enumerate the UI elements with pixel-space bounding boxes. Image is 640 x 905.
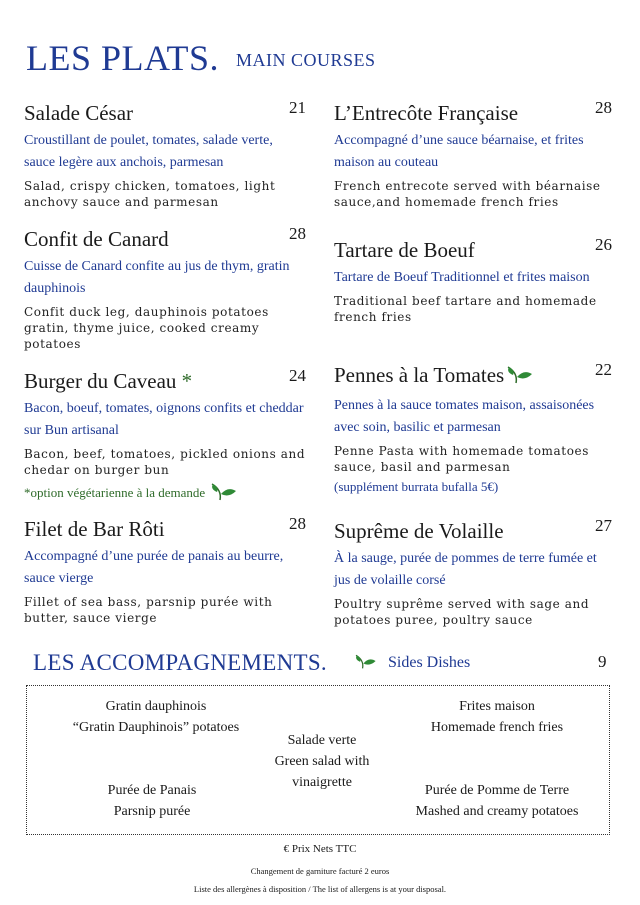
side-name-en: “Gratin Dauphinois” potatoes: [72, 720, 240, 735]
page-subtitle: MAIN COURSES: [236, 50, 376, 70]
dish-name: Suprême de Volaille: [334, 519, 504, 543]
dish-price: 27: [595, 516, 612, 535]
dish-name: Filet de Bar Rôti: [24, 517, 165, 541]
footer-garniture: Changement de garniture facturé 2 euros: [250, 866, 390, 876]
side-name-en: Green salad with vinaigrette: [274, 754, 370, 790]
dish-price: 28: [289, 224, 306, 243]
sides-price: 9: [598, 652, 607, 671]
sides-box: [26, 685, 610, 835]
dish-name: Salade César: [24, 101, 134, 125]
side-name-fr: Frites maison: [459, 699, 535, 714]
side-pomme: [387, 780, 607, 822]
leaf-icon: [352, 652, 378, 675]
dish-tartare: [334, 237, 612, 325]
dish-description-fr: À la sauge, purée de pommes de terre fumée et jus de volaille corsé: [334, 551, 597, 588]
dish-confit-canard: [24, 226, 306, 352]
dish-description-fr: Pennes à la sauce tomates maison, assaisonées avec soin, basilic et parmesan: [334, 398, 595, 436]
side-gratin: [41, 696, 271, 738]
dish-description-fr: Tartare de Boeuf Traditionnel et frites maison: [334, 270, 590, 285]
dish-burger-caveau: [24, 368, 306, 508]
dish-price: 26: [595, 235, 612, 254]
dish-description-fr: Croustillant de poulet, tomates, salade verte, sauce legère aux anchois, parmesan: [24, 133, 273, 170]
side-panais: [67, 780, 237, 822]
dish-entrecote: [334, 100, 612, 210]
dish-name: L’Entrecôte Française: [334, 101, 519, 125]
side-salade: [257, 730, 387, 793]
footer-allergens: Liste des allergènes à disposition / The list of allergens is at your disposal.: [193, 884, 447, 894]
footer-prix: € Prix Nets TTC: [283, 843, 357, 855]
dish-description-fr: Cuisse de Canard confite au jus de thym, gratin dauphinois: [24, 259, 290, 296]
dish-filet-bar: [24, 516, 306, 626]
dish-name: Tartare de Boeuf: [334, 238, 475, 262]
vegetarian-star: *: [181, 369, 193, 393]
dish-description-en: Penne Pasta with homemade tomatoes sauce, basil and parmesan: [334, 444, 589, 475]
dish-description-en: Confit duck leg, dauphinois potatoes gratin, thyme juice, cooked creamy potatoes: [24, 305, 269, 351]
sides-title: LES ACCOMPAGNEMENTS.: [33, 650, 327, 675]
dish-supreme-volaille: [334, 518, 612, 628]
dish-description-en: Poultry suprême served with sage and potatoes puree, poultry sauce: [334, 597, 590, 627]
dish-price: 22: [595, 360, 612, 379]
sides-subtitle: Sides Dishes: [388, 654, 471, 671]
dish-salade-cesar: [24, 100, 306, 210]
dish-price: 21: [289, 98, 306, 117]
dish-pennes: [334, 362, 612, 497]
side-name-fr: Salade verte: [287, 733, 357, 748]
side-frites: [397, 696, 597, 738]
dish-description-fr: Accompagné d’une sauce béarnaise, et frites maison au couteau: [334, 133, 584, 170]
leaf-icon: [504, 363, 534, 391]
dish-name-text: Burger du Caveau: [24, 369, 177, 393]
dish-name: [334, 362, 612, 391]
dish-description-en: Fillet of sea bass, parsnip purée with butter, sauce vierge: [24, 595, 273, 625]
vegetarian-note: [24, 480, 306, 508]
side-name-fr: Purée de Panais: [107, 783, 197, 798]
supplement-note: (supplément burrata bufalla 5€): [334, 479, 499, 495]
dish-description-en: French entrecote served with béarnaise sauce,and homemade french fries: [334, 179, 601, 209]
dish-description-en: Traditional beef tartare and homemade french fries: [334, 294, 597, 324]
dish-name: [24, 368, 306, 394]
dish-description-en: Bacon, beef, tomatoes, pickled onions and chedar on burger bun: [24, 447, 306, 477]
dish-description-fr: Accompagné d’une purée de panais au beurre, sauce vierge: [24, 549, 284, 586]
side-name-en: Parsnip purée: [113, 804, 191, 819]
dish-price: 28: [595, 98, 612, 117]
dish-description-en: Salad, crispy chicken, tomatoes, light anchovy sauce and parmesan: [24, 179, 276, 209]
dish-description-fr: Bacon, boeuf, tomates, oignons confits et cheddar sur Bun artisanal: [24, 401, 304, 438]
side-name-fr: Purée de Pomme de Terre: [424, 783, 570, 798]
dish-name-text: Pennes à la Tomates: [334, 363, 505, 387]
leaf-icon: [208, 480, 238, 508]
dish-price: 24: [289, 366, 306, 385]
dish-price: 28: [289, 514, 306, 533]
side-name-fr: Gratin dauphinois: [105, 699, 207, 714]
page-title: LES PLATS.: [26, 38, 220, 78]
side-name-en: Homemade french fries: [430, 720, 564, 735]
vegetarian-note-text: *option végétarienne à la demande: [24, 484, 206, 500]
side-name-en: Mashed and creamy potatoes: [415, 804, 579, 819]
dish-name: Confit de Canard: [24, 227, 169, 251]
